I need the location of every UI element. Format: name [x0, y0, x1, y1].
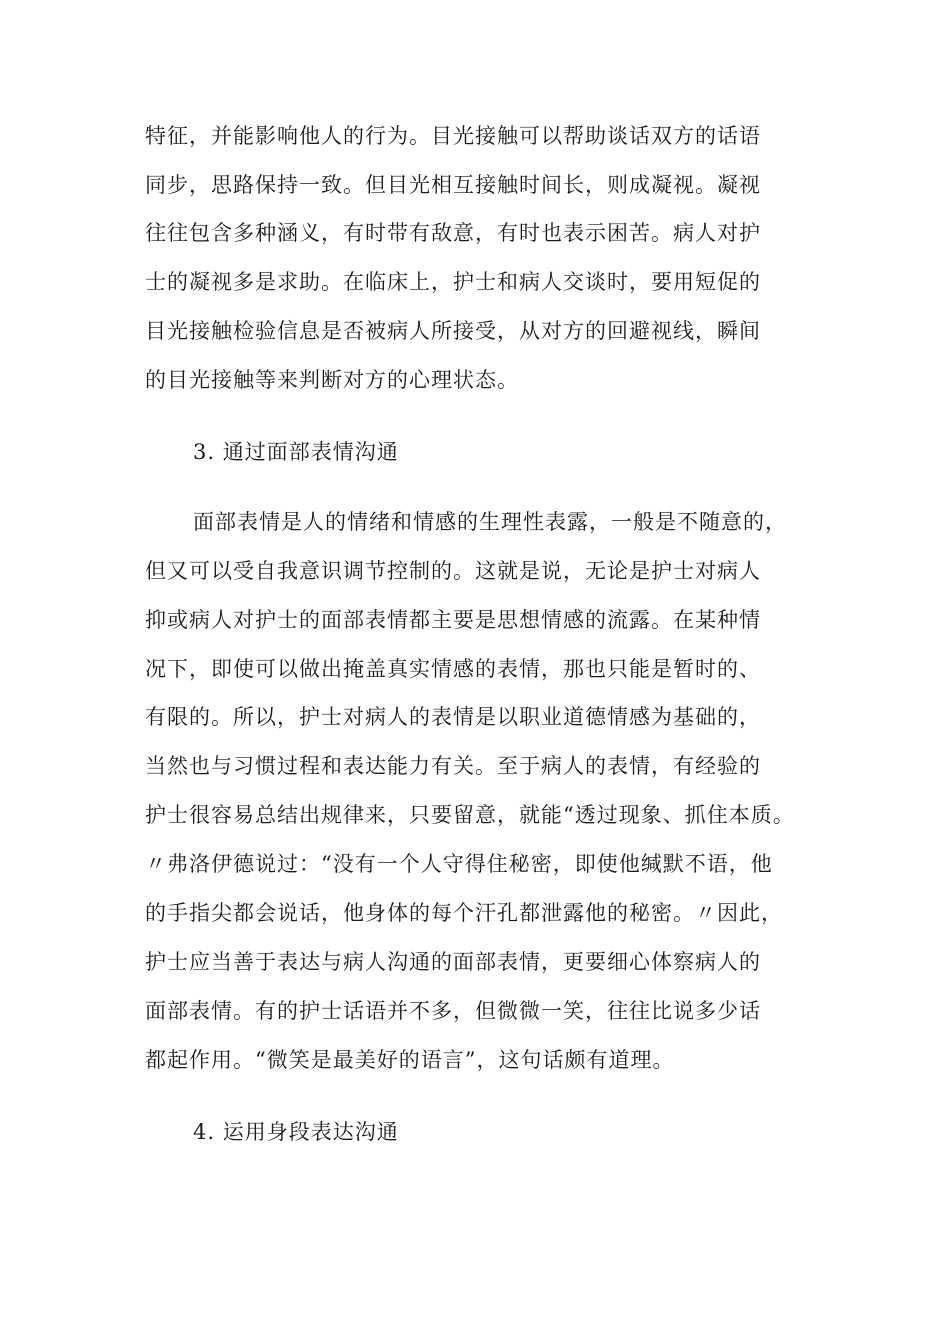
paragraph-1-line-2: 同步，思路保持一致。但目光相互接触时间长，则成凝视。凝视 — [145, 173, 761, 197]
paragraph-2-line-8: 〃弗洛伊德说过：“没有一个人守得住秘密，即使他缄默不语，他 — [145, 852, 773, 876]
paragraph-2-line-2: 但又可以受自我意识调节控制的。这就是说，无论是护士对病人 — [145, 559, 761, 583]
paragraph-2-line-5: 有限的。所以，护士对病人的表情是以职业道德情感为基础的， — [145, 705, 761, 729]
paragraph-2-line-6: 当然也与习惯过程和表达能力有关。至于病人的表情，有经验的 — [145, 754, 761, 778]
section-4-heading: 4. 运用身段表达沟通 — [193, 1120, 399, 1144]
section-3-heading: 3. 通过面部表情沟通 — [193, 440, 399, 464]
paragraph-1-line-4: 士的凝视多是求助。在临床上，护士和病人交谈时，要用短促的 — [145, 270, 761, 294]
paragraph-2-line-11: 面部表情。有的护士话语并不多，但微微一笑，往往比说多少话 — [145, 999, 761, 1023]
paragraph-1-line-3: 往往包含多种涵义，有时带有敌意，有时也表示困苦。病人对护 — [145, 221, 761, 245]
paragraph-2-line-10: 护士应当善于表达与病人沟通的面部表情，更要细心体察病人的 — [145, 950, 761, 974]
paragraph-1-line-5: 目光接触检验信息是否被病人所接受，从对方的回避视线，瞬间 — [145, 319, 761, 343]
paragraph-2-line-1: 面部表情是人的情绪和情感的生理性表露，一般是不随意的， — [193, 510, 787, 534]
paragraph-2-line-12: 都起作用。“微笑是最美好的语言”，这句话颇有道理。 — [145, 1048, 675, 1072]
paragraph-1-line-1: 特征，并能影响他人的行为。目光接触可以帮助谈话双方的话语 — [145, 124, 761, 148]
paragraph-2-line-3: 抑或病人对护士的面部表情都主要是思想情感的流露。在某种情 — [145, 608, 761, 632]
paragraph-2-line-4: 况下，即使可以做出掩盖真实情感的表情，那也只能是暂时的、 — [145, 657, 761, 681]
paragraph-2-line-7: 护士很容易总结出规律来，只要留意，就能“透过现象、抓住本质。 — [145, 803, 795, 827]
paragraph-1-line-6: 的目光接触等来判断对方的心理状态。 — [145, 368, 519, 392]
paragraph-2-line-9: 的手指尖都会说话，他身体的每个汗孔都泄露他的秘密。〃因此， — [145, 901, 783, 925]
